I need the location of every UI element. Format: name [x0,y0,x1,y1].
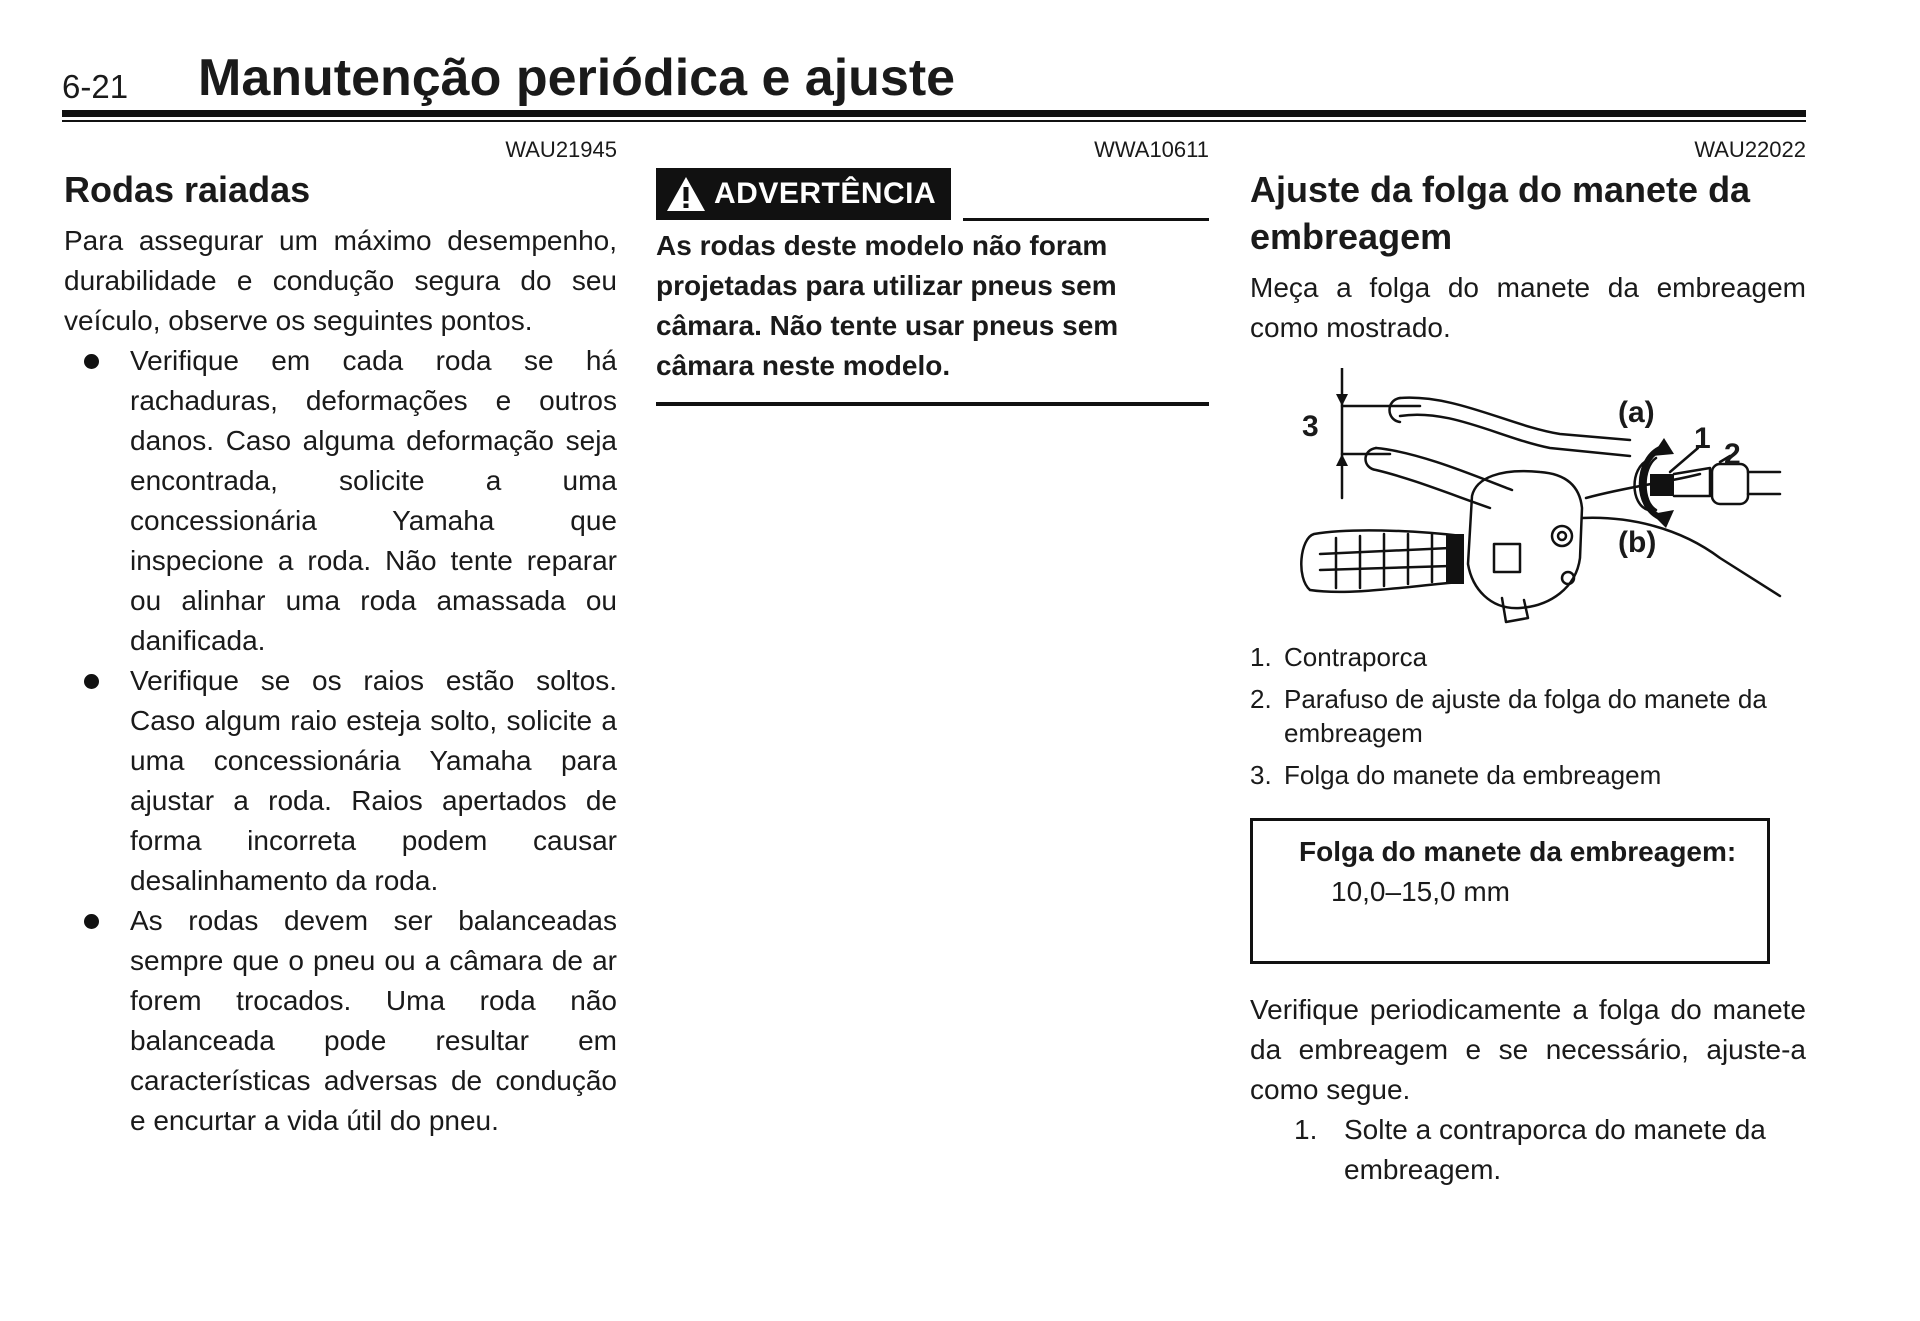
warning-label: ADVERTÊNCIA [714,177,937,210]
legend-number: 1. [1250,642,1272,672]
warning-text: As rodas deste modelo não foram projetadas para utilizar pneus sem câmara. Não tente usar pneus sem câmara neste modelo. [656,230,1119,381]
left-column [64,136,617,1141]
legend-item [1250,640,1806,674]
spec-label: Folga do manete da embreagem: [1299,836,1737,867]
warning-bottom-rule [656,402,1209,406]
legend-text: Parafuso de ajuste da folga do manete da embreagem [1284,684,1767,748]
bullet-dot-icon [84,674,99,689]
spec-value: 10,0–15,0 mm [1331,876,1510,907]
header-rule-thin [62,120,1806,122]
bullet-list [64,341,617,1141]
figure-label-b: (b) [1618,526,1657,559]
intro-paragraph: Meça a folga do manete da embreagem como mostrado. [1250,272,1806,343]
figure-label-2: 2 [1724,438,1741,471]
page-number: 6-21 [62,68,129,105]
page-title: Manutenção periódica e ajuste [198,49,956,107]
clutch-lever-illustration [1250,368,1790,634]
legend-number: 2. [1250,684,1272,714]
check-paragraph: Verifique periodicamente a folga do manete da embreagem e se necessário, ajuste-a como segue. [1250,994,1806,1105]
header-rule-thick [62,110,1806,117]
warning-triangle-icon [666,176,706,212]
legend-item [1250,758,1806,792]
warning-badge [656,168,951,220]
figure-label-a: (a) [1618,396,1655,429]
intro-paragraph: Para assegurar um máximo desempenho, durabilidade e condução segura do seu veículo, observe os seguintes pontos. [64,225,617,336]
warning-header [656,168,1209,220]
middle-column [656,136,1209,406]
legend-text: Contraporca [1284,642,1428,672]
section-code: WAU21945 [505,137,617,162]
bullet-dot-icon [84,914,99,929]
section-code: WAU22022 [1694,137,1806,162]
bullet-text: Verifique em cada roda se há rachaduras, deformações e outros danos. Caso alguma deformação seja encontrada, solicite a uma concessionária Yamaha que inspecione a roda. Não tente reparar ou alinhar uma roda amassada ou danificada. [130,345,617,656]
figure-legend [1250,640,1806,792]
bullet-item [130,341,617,661]
spec-box [1250,818,1770,964]
step-number: 1. [1294,1114,1318,1145]
step-text: Solte a contraporca do manete da embreagem. [1344,1114,1766,1185]
bullet-text: Verifique se os raios estão soltos. Caso algum raio esteja solto, solicite a uma concessionária Yamaha para ajustar a roda. Raios apertados de forma incorreta podem causar desalinhamento da roda. [130,665,617,896]
legend-item [1250,682,1806,750]
figure-label-3: 3 [1302,410,1319,443]
step-list [1250,1110,1806,1190]
step-item [1294,1110,1806,1190]
warning-code: WWA10611 [1094,137,1209,162]
clutch-lever-figure [1250,368,1790,634]
legend-text: Folga do manete da embreagem [1284,760,1662,790]
right-column [1250,136,1806,1190]
bullet-text: As rodas devem ser balanceadas sempre que o pneu ou a câmara de ar forem trocados. Uma roda não balanceada pode resultar em características adversas de condução e encurtar a vida útil do pneu. [130,905,617,1136]
bullet-item [130,661,617,901]
bullet-dot-icon [84,354,99,369]
legend-number: 3. [1250,760,1272,790]
bullet-item [130,901,617,1141]
warning-rule [963,218,1209,221]
section-title-spoked-wheels: Rodas raiadas [64,169,311,210]
figure-label-1: 1 [1694,422,1711,455]
section-title-clutch-lever: Ajuste da folga do manete da embreagem [1250,169,1751,257]
